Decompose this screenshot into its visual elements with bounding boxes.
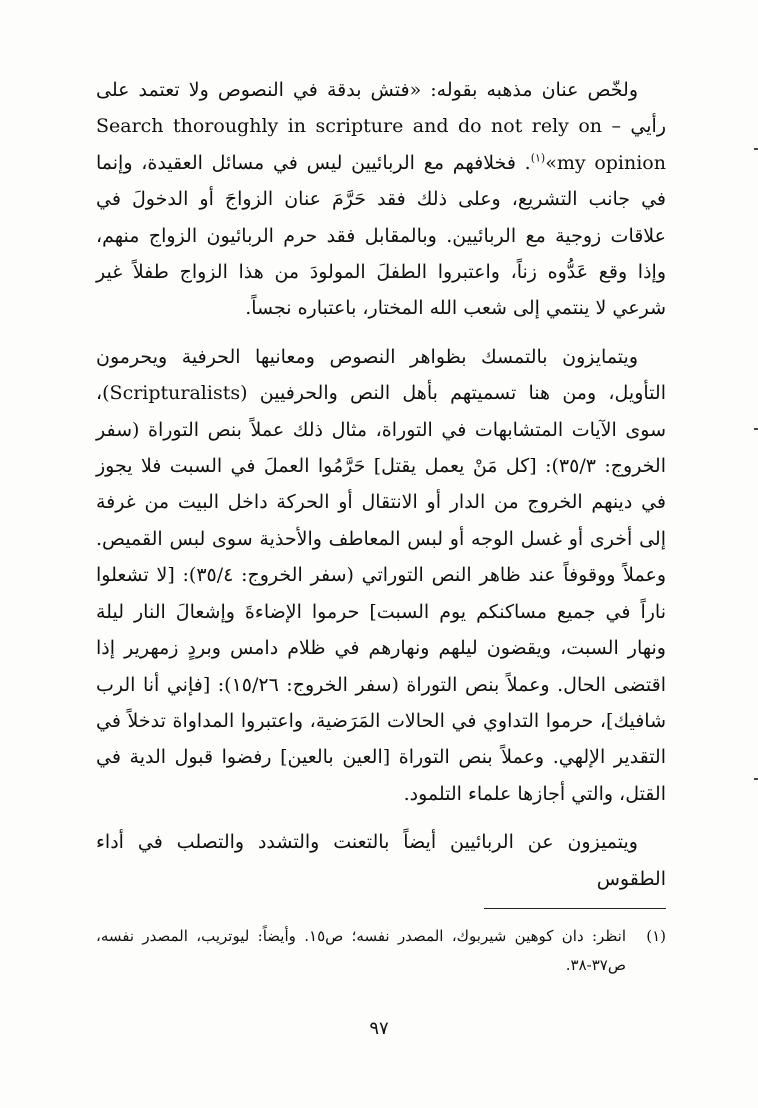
footnote-1 xyxy=(96,922,666,980)
paragraph-2-part-b: )، سوى الآيات المتشابهات في التوراة، مثال ذلك عملاً بنص التوراة (سفر الخروج: ٣٥/٣): [كل مَنْ يعمل يقتل] حَرَّمُوا العملَ في السبت فلا يجوز في دينهم الخروج من الدار أو الانتقال أو الحركة داخل البيت من غرفة إلى أخرى أو غسل الوجه أو لبس المعاطف والأحذية سوى لبس القميص. وعملاً ووقوفاً عند ظاهر النص التوراتي (سفر الخروج: ٣٥/٤): [لا تشعلوا ناراً في جميع مساكنكم يوم السبت] حرموا الإضاءةَ وإشعالَ النار ليلة ونهار السبت، ويقضون ليلهم ونهارهم في ظلام دامس وبردٍ زمهرير إذا اقتضى الحال. وعملاً بنص التوراة (سفر الخروج: ١٥/٢٦): [فإني أنا الرب شافيك]، حرموا التداوي في الحالات المَرَضية، واعتبروا المداواة تدخلاً في التقدير الإلهي. وعملاً بنص التوراة [العين بالعين] رفضوا قبول الدية في القتل، والتي أجازها علماء التلمود. xyxy=(96,382,667,805)
quote-close: » xyxy=(545,151,557,174)
edge-mark xyxy=(754,778,758,780)
paragraph-2 xyxy=(96,339,666,812)
english-term: Scripturalists xyxy=(109,382,241,405)
edge-mark xyxy=(754,148,758,150)
paragraph-1-part-c: . فخلافهم مع الربائيين ليس في مسائل العقيدة، وإنما في جانب التشريع، وعلى ذلك فقد حَرَّمَ عنان الزواجَ أو الدخولَ في علاقات زوجية مع الربائيين. وبالمقابل فقد حرم الربائيون الزواج منهم، وإذا وقع عَدُّوه زناً، واعتبروا الطفلَ المولودَ من هذا الزواج طفلاً غير شرعي لا ينتمي إلى شعب الله المختار، باعتباره نجساً. xyxy=(96,151,666,320)
paragraph-2-part-a: ويتمايزون بالتمسك بظواهر النصوص ومعانيها الحرفية ويحرمون التأويل، ومن هنا تسميتهم بأهل النص والحرفيين ( xyxy=(96,345,666,405)
footnote-divider xyxy=(484,908,666,909)
paragraph-3-text: ويتميزون عن الربائيين أيضاً بالتعنت والتشدد والتصلب في أداء الطقوس xyxy=(96,831,666,890)
edge-mark xyxy=(754,428,758,430)
main-text xyxy=(96,72,666,897)
paragraph-3 xyxy=(96,824,666,897)
footnote-text: انظر: دان كوهين شيربوك، المصدر نفسه؛ ص١٥. وأيضاً: ليوتريب، المصدر نفسه، ص٣٧-٣٨. xyxy=(96,927,626,974)
paragraph-1 xyxy=(96,72,666,327)
footnote-ref-1[interactable]: (١) xyxy=(530,151,546,165)
paragraph-1-part-a: ولخّص عنان مذهبه بقوله: «فتش بدقة في النصوص ولا تعتمد على رأيي – xyxy=(96,79,666,138)
page-number: ٩٧ xyxy=(369,1018,389,1039)
footnotes xyxy=(96,922,666,980)
english-quote: Search thoroughly in scripture and do not rely on my opinion xyxy=(96,115,666,174)
footnote-number: (١) xyxy=(646,927,666,945)
